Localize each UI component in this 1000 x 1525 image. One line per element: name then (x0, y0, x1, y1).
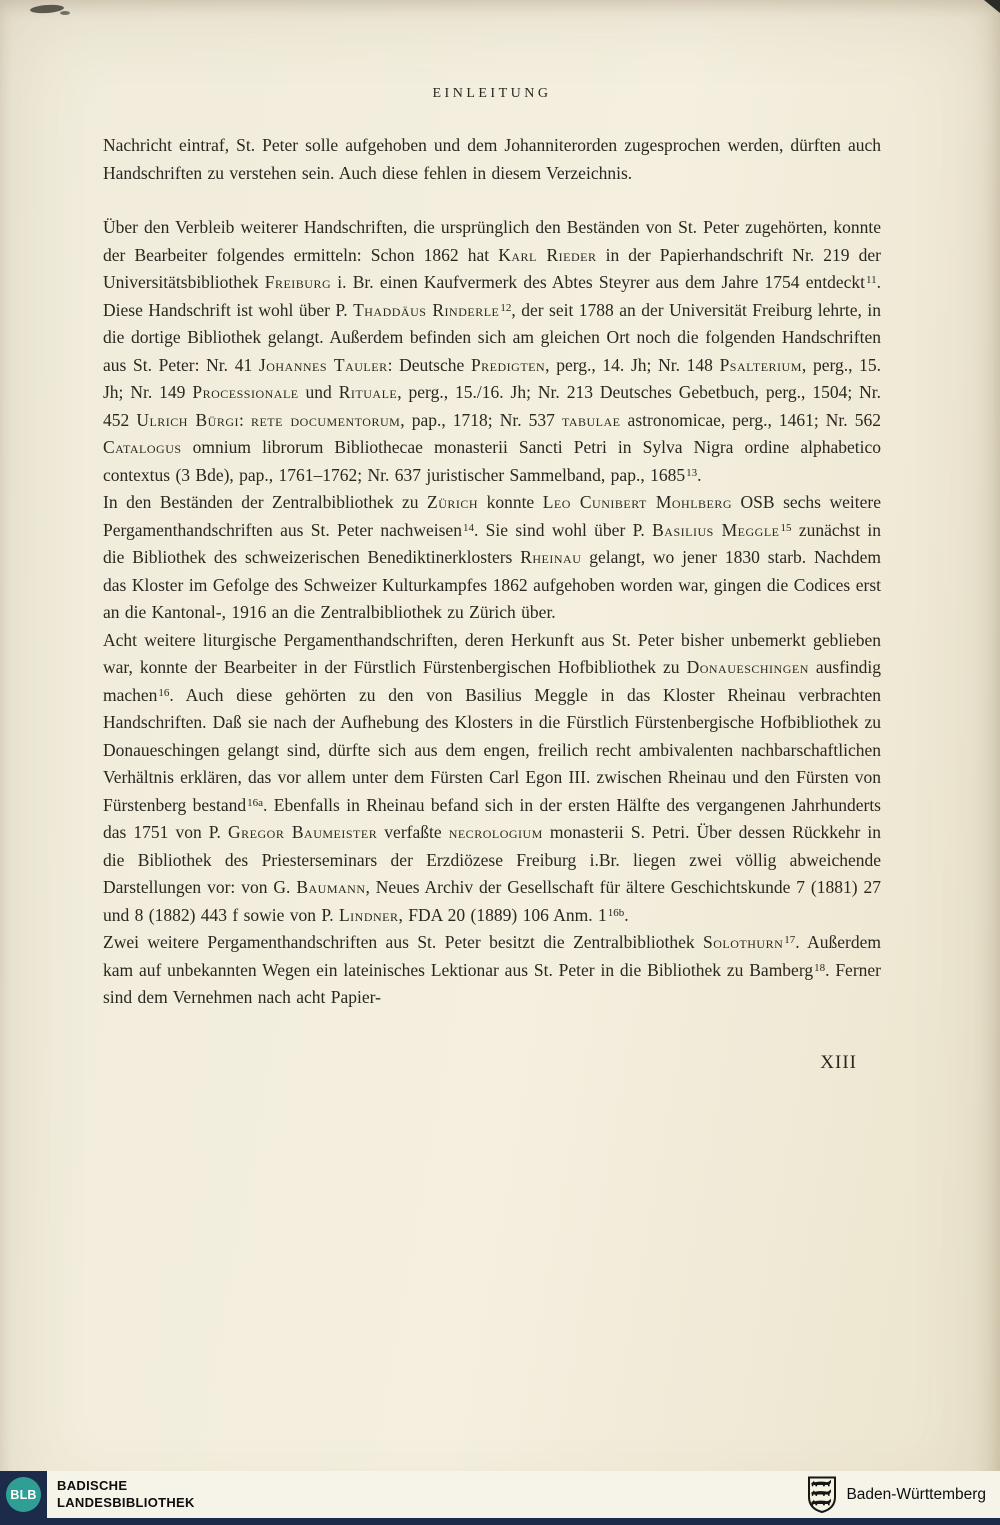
scan-artifact-corner (984, 0, 1000, 13)
blb-logo-text: BLB (10, 1487, 37, 1502)
paragraph: In den Beständen der Zentralbibliothek zu Zürich konnte Leo Cunibert Mohlberg OSB sechs weitere Pergamenthandschriften aus St. Peter nachweisen$^{14}$. Sie sind wohl über P. Basilius Meggle$^{15}$ zunächst in die Bibliothek des schweizerischen Benediktinerklosters Rheinau gelangt, wo jener 1830 starb. Nachdem das Kloster im Gefolge des Schweizer Kulturkampfes 1862 aufgehoben worden war, gingen die Codices erst an die Kantonal-, 1916 an die Zentralbibliothek zu Zürich über. (103, 492, 881, 622)
page-content (103, 86, 881, 1074)
paragraph: Acht weitere liturgische Pergamenthandschriften, deren Herkunft aus St. Peter bisher unbemerkt geblieben war, konnte der Bearbeiter in der Fürstlich Fürstenbergischen Hofbibliothek zu Donaueschingen ausfindig machen$^{16}$. Auch diese gehörten zu den von Basilius Meggle in das Kloster Rheinau verbrachten Handschriften. Daß sie nach der Aufhebung des Klosters in die Fürstlich Fürstenbergische Hofbibliothek zu Donaueschingen gelangt sind, dürfte sich aus dem engen, freilich recht ambivalenten nachbarschaftlichen Verhältnis erklären, das vor allem unter dem Fürsten Carl Egon III. zwischen Rheinau und den Fürsten von Fürstenberg bestand$^{16a}$. Ebenfalls in Rheinau befand sich in der ersten Hälfte des vergangenen Jahrhunderts das 1751 von P. Gregor Baumeister verfaßte necrologium monasterii S. Petri. Über dessen Rückkehr in die Bibliothek des Priesterseminars der Erzdiözese Freiburg i.Br. liegen zwei völlig abweichende Darstellungen vor: von G. Baumann, Neues Archiv der Gesellschaft für ältere Geschichtskunde 7 (1881) 27 und 8 (1882) 443 f sowie von P. Lindner, FDA 20 (1889) 106 Anm. $1^{16b}$. (103, 629, 881, 925)
page-heading: EINLEITUNG (432, 86, 552, 101)
coat-of-arms-icon (807, 1476, 837, 1513)
library-name-line1: BADISCHE (57, 1477, 128, 1493)
footer-bottom-bar (0, 1518, 1000, 1525)
paragraph: Über den Verbleib weiterer Handschriften, die ursprünglich den Beständen von St. Peter zugehörten, konnte der Bearbeiter folgendes ermitteln: Schon 1862 hat Karl Rieder in der Papierhandschrift Nr. 219 der Universitätsbibliothek Freiburg i. Br. einen Kaufvermerk des Abtes Steyrer aus dem Jahre 1754 entdeckt$^{11}$. Diese Handschrift ist wohl über P. Thaddäus Rinderle$^{12}$, der seit 1788 an der Universität Freiburg lehrte, in die dortige Bibliothek gelangt. Außerdem befinden sich am gleichen Ort noch die folgenden Handschriften aus St. Peter: Nr. 41 Johannes Tauler: Deutsche Predigten, perg., 14. Jh; Nr. 148 Psalterium, perg., 15. Jh; Nr. 149 Processionale und Rituale, perg., 15./16. Jh; Nr. 213 Deutsches Gebetbuch, perg., 1504; Nr. 452 Ulrich Bürgi: rete documentorum, pap., 1718; Nr. 537 tabulae astronomicae, perg., 1461; Nr. 562 Catalogus omnium librorum Bibliothecae monasterii Sancti Petri in Sylva Nigra ordine alphabetico contextus (3 Bde), pap., 1761–1762; Nr. 637 juristischer Sammelband, pap., 1685$^{13}$. (103, 217, 882, 485)
blb-logo-circle (6, 1477, 41, 1512)
body-text (103, 132, 881, 1012)
state-name: Baden-Württemberg (846, 1485, 986, 1503)
paragraph: Zwei weitere Pergamenthandschriften aus St. Peter besitzt die Zentralbibliothek Solothurn$^{17}$. Außerdem kam auf unbekannten Wegen ein lateinisches Lektionar aus St. Peter in die Bibliothek zu Bamberg$^{18}$. Ferner sind dem Vernehmen nach acht Papier- (103, 932, 881, 1007)
state-logo[interactable] (807, 1476, 986, 1513)
page-number: XIII (820, 1051, 857, 1073)
blb-logo[interactable] (0, 1471, 47, 1518)
scan-artifact (60, 11, 70, 15)
viewer-footer (0, 1471, 1000, 1518)
library-name-line2: LANDESBIBLIOTHEK (57, 1494, 195, 1510)
library-name (57, 1478, 195, 1512)
paragraph: Nachricht eintraf, St. Peter solle aufgehoben und dem Johanniterorden zugesprochen werden, dürften auch Handschriften zu verstehen sein. Auch diese fehlen in diesem Verzeichnis. (103, 135, 881, 183)
